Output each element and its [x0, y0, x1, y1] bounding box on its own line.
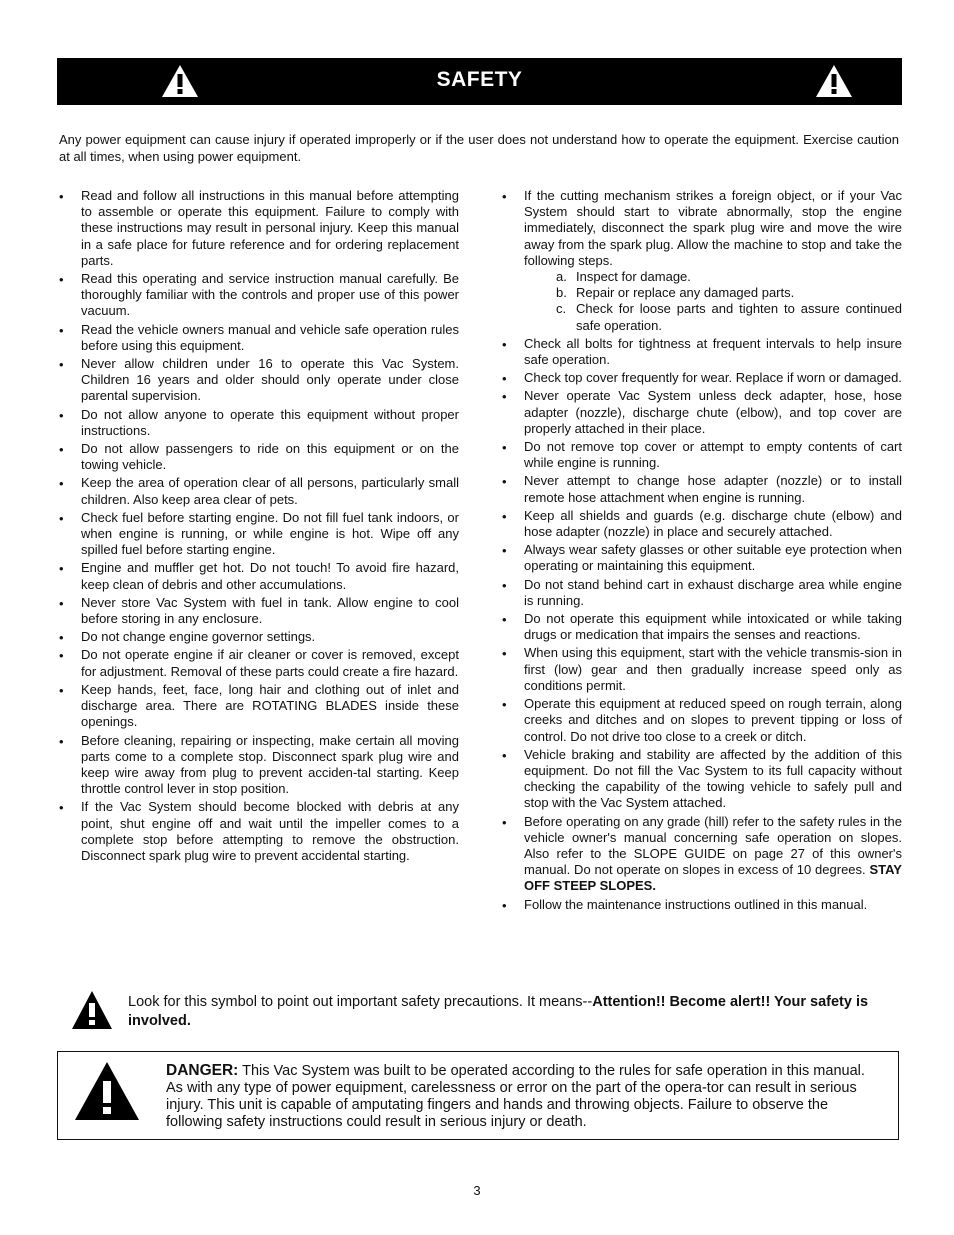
symbol-note-bold: Attention!! Become alert!! Your safety is involved.	[128, 994, 869, 1029]
bullet: •	[59, 189, 64, 204]
list-item	[59, 629, 459, 645]
safety-symbol-note	[71, 990, 911, 1040]
rule-text: Do not allow anyone to operate this equipment without proper instructions.	[81, 406, 459, 438]
list-item	[502, 577, 902, 609]
rule-text: Operate this equipment at reduced speed on rough terrain, along creeks and ditches and on slopes to prevent tipping or loss of control. Do not drive too close to a creek or ditch.	[524, 696, 902, 744]
bullet: •	[502, 440, 507, 456]
bullet: •	[502, 577, 507, 593]
bullet: •	[59, 561, 64, 577]
list-item	[59, 647, 459, 679]
rule-text: Keep the area of operation clear of all persons, particularly small children. Also keep area clear of pets.	[81, 475, 459, 507]
bullet: •	[502, 747, 507, 763]
bullet: •	[502, 612, 507, 628]
bullet: •	[502, 189, 507, 204]
list-item	[59, 271, 459, 320]
bullet: •	[59, 682, 64, 698]
bullet: •	[59, 272, 64, 288]
bullet: •	[502, 543, 507, 559]
list-item	[59, 475, 459, 507]
list-item	[502, 473, 902, 505]
bullet: •	[502, 508, 507, 524]
safety-header-bar	[57, 58, 902, 105]
bullet: •	[59, 800, 64, 816]
left-column	[59, 188, 459, 866]
list-item	[502, 542, 902, 574]
rule-text: Read the vehicle owners manual and vehicle safe operation rules before using this equipment.	[81, 321, 459, 353]
list-item	[502, 370, 902, 386]
rule-text: Before cleaning, repairing or inspecting, make certain all moving parts come to a complete stop. Disconnect spark plug wire and keep wire away from plug to prevent acciden-tal starting. Keep throttle control lever in stop position.	[81, 732, 459, 797]
warning-triangle-icon	[71, 990, 113, 1030]
right-rules-list-end	[502, 814, 902, 913]
list-item	[59, 733, 459, 798]
bullet: •	[59, 648, 64, 664]
step-item	[556, 285, 902, 301]
list-item	[59, 560, 459, 592]
list-item	[502, 188, 902, 334]
bullet: •	[59, 407, 64, 423]
list-item	[59, 441, 459, 473]
list-item	[502, 747, 902, 812]
rule-text: Read this operating and service instruction manual carefully. Be thoroughly familiar with the controls and proper use of this power vacuum.	[81, 271, 459, 319]
rule-text: Check top cover frequently for wear. Replace if worn or damaged.	[524, 370, 902, 386]
list-item	[502, 508, 902, 540]
bullet: •	[59, 442, 64, 458]
rule-text: Keep hands, feet, face, long hair and clothing out of inlet and discharge area. There are ROTATING BLADES inside these openings.	[81, 681, 459, 730]
list-item	[502, 696, 902, 745]
symbol-note-plain: Look for this symbol to point out important safety precautions. It means--	[128, 994, 593, 1010]
rule-text: Always wear safety glasses or other suitable eye protection when operating or maintaining this equipment.	[524, 542, 902, 574]
rule-text: Follow the maintenance instructions outlined in this manual.	[524, 896, 868, 912]
danger-text	[166, 1062, 881, 1131]
symbol-note-text	[128, 993, 903, 1031]
intro-paragraph: Any power equipment can cause injury if operated improperly or if the user does not understand how to operate the equipment. Exercise caution at all times, when using power equipment.	[59, 132, 899, 164]
warning-triangle-icon	[815, 64, 853, 98]
bullet: •	[59, 630, 64, 646]
bullet: •	[59, 322, 64, 338]
right-column	[502, 188, 902, 915]
rule-text: If the cutting mechanism strikes a foreign object, or if your Vac System should start to vibrate abnormally, stop the engine immediately, disconnect the spark plug wire and move the wire away from the spark plug. Allow the machine to stop and take the following steps.	[524, 188, 902, 268]
page-title: SAFETY	[436, 68, 523, 91]
rule-text: Keep all shields and guards (e.g. discharge chute (elbow) and hose adapter (nozzle) in place and securely attached.	[524, 507, 902, 540]
bullet: •	[502, 897, 507, 913]
list-item	[59, 407, 459, 439]
step-letter: a.	[556, 269, 567, 285]
bullet: •	[59, 510, 64, 526]
list-item	[59, 322, 459, 354]
bullet: •	[502, 474, 507, 490]
bullet: •	[502, 814, 507, 830]
rule-text: Never operate Vac System unless deck adapter, hose, hose adapter (nozzle), discharge chute (elbow), and top cover are properly attached in their place.	[524, 388, 902, 436]
rule-emphasis: STAY OFF STEEP SLOPES.	[524, 862, 902, 894]
list-item	[59, 682, 459, 731]
rule-text: Never attempt to change hose adapter (nozzle) or to install remote hose attachment when engine is running.	[524, 473, 902, 505]
bullet: •	[59, 595, 64, 611]
rule-text: Do not operate this equipment while intoxicated or while taking drugs or medication that impairs the senses and reactions.	[524, 611, 902, 643]
rule-text: When using this equipment, start with the vehicle transmis-sion in first (low) gear and then gradually increase speed only as conditions permit.	[524, 645, 902, 693]
step-item	[556, 301, 902, 333]
rule-text: Read and follow all instructions in this manual before attempting to assemble or operate this equipment. Failure to comply with these instructions may result in personal injury. Keep this manual in a safe place for future reference and for ordering replacement parts.	[81, 188, 459, 268]
bullet: •	[502, 646, 507, 662]
step-letter: c.	[556, 301, 567, 317]
rule-text: Engine and muffler get hot. Do not touch! To avoid fire hazard, keep clean of debris and other accumulations.	[81, 560, 459, 592]
list-item	[502, 388, 902, 437]
rule-text: Before operating on any grade (hill) refer to the safety rules in the vehicle owner's manual concerning safe operation on slopes. Also refer to the SLOPE GUIDE on page 27 of this owner's manual. Do not operate on slopes in excess of 10 degrees.	[524, 813, 902, 878]
rule-text: Check fuel before starting engine. Do not fill fuel tank indoors, or when engine is running, or while engine is hot. Wipe off any spilled fuel before starting engine.	[81, 509, 459, 558]
bullet: •	[502, 336, 507, 352]
list-item	[59, 356, 459, 405]
danger-label: DANGER:	[166, 1062, 239, 1079]
list-item	[502, 814, 902, 895]
bullet: •	[59, 733, 64, 749]
rule-text: Do not allow passengers to ride on this equipment or on the towing vehicle.	[81, 441, 459, 473]
rule-text: Do not remove top cover or attempt to empty contents of cart while engine is running.	[524, 439, 902, 471]
left-rules-list	[59, 188, 459, 864]
bullet: •	[502, 371, 507, 387]
rule-text: Do not change engine governor settings.	[81, 629, 316, 645]
bullet: •	[59, 357, 64, 373]
rule-text: Do not stand behind cart in exhaust discharge area while engine is running.	[524, 576, 902, 608]
step-letter: b.	[556, 285, 567, 301]
step-text: Check for loose parts and tighten to assure continued safe operation.	[576, 301, 902, 333]
right-rules-list	[502, 188, 902, 334]
list-item	[59, 188, 459, 269]
list-item	[59, 595, 459, 627]
list-item	[502, 611, 902, 643]
rule-text: Never allow children under 16 to operate this Vac System. Children 16 years and older should only operate under close parental supervision.	[81, 356, 459, 404]
page-number: 3	[473, 1183, 481, 1198]
rule-text: Vehicle braking and stability are affected by the addition of this equipment. Do not fill the Vac System to its full capacity without checking the capability of the towing vehicle to safely pull and stop with the Vac System attached.	[524, 746, 902, 811]
danger-body: This Vac System was built to be operated according to the rules for safe operation in this manual. As with any type of power equipment, carelessness or error on the part of the opera-tor can result in serious injury. This unit is capable of amputating fingers and hands and throwing objects. Failure to observe the following safety instructions could result in serious injury or death.	[166, 1063, 865, 1130]
step-text: Repair or replace any damaged parts.	[576, 285, 795, 301]
list-item	[59, 510, 459, 559]
danger-notice	[57, 1051, 899, 1140]
rule-text: Never store Vac System with fuel in tank. Allow engine to cool before storing in any enclosure.	[81, 594, 459, 627]
list-item	[502, 645, 902, 694]
bullet: •	[502, 697, 507, 713]
rule-text: Do not operate engine if air cleaner or cover is removed, except for adjustment. Removal of these parts could create a fire hazard.	[81, 647, 459, 679]
list-item	[502, 336, 902, 368]
rule-text: If the Vac System should become blocked with debris at any point, shut engine off and wait until the impeller comes to a complete stop before attempting to remove the obstruction. Disconnect spark plug wire to prevent accidental starting.	[81, 799, 459, 863]
list-item	[502, 897, 902, 913]
rule-text: Check all bolts for tightness at frequent intervals to help insure safe operation.	[524, 335, 902, 368]
steps-list	[524, 269, 902, 334]
right-rules-list-continued	[502, 336, 902, 812]
step-item	[556, 269, 902, 285]
list-item	[502, 439, 902, 471]
warning-triangle-icon	[74, 1061, 140, 1121]
step-text: Inspect for damage.	[576, 269, 691, 285]
bullet: •	[59, 476, 64, 492]
list-item	[59, 799, 459, 864]
bullet: •	[502, 389, 507, 405]
